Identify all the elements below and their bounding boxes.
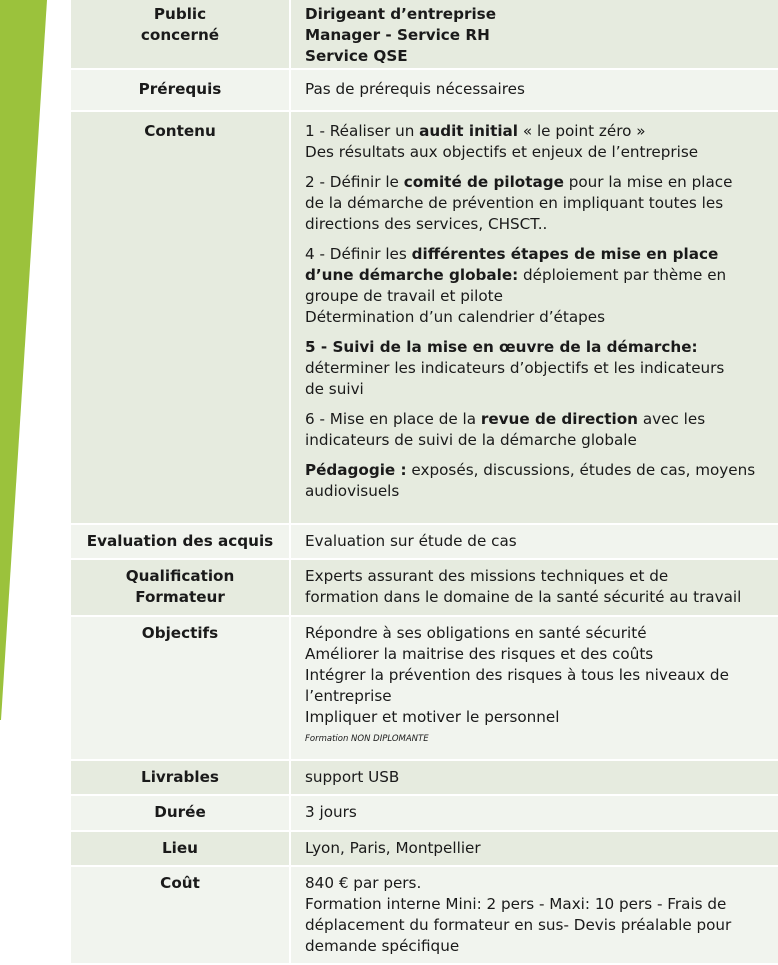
contenu-step-1: 1 - Réaliser un audit initial « le point zéro » Des résultats aux objectifs et enjeux de l’entreprise — [305, 122, 699, 161]
contenu-step-2: 2 - Définir le comité de pilotage pour la mise en place de la démarche de prévention en impliquant toutes les directions des services, CHSCT.. — [305, 173, 733, 233]
value-lieu: Lyon, Paris, Montpellier — [291, 832, 778, 867]
row-lieu — [71, 832, 778, 867]
row-livrables — [71, 761, 778, 796]
label-qualification: Qualification Formateur — [71, 560, 291, 617]
diploma-note: Formation NON DIPLOMANTE — [305, 734, 429, 744]
row-qualification — [71, 560, 778, 617]
row-duree — [71, 796, 778, 832]
label-evaluation: Evaluation des acquis — [71, 525, 291, 560]
training-info-table — [71, 0, 778, 965]
value-qualification: Experts assurant des missions techniques et de formation dans le domaine de la santé sécurité au travail — [291, 560, 778, 617]
label-lieu: Lieu — [71, 832, 291, 867]
label-objectifs: Objectifs — [71, 617, 291, 761]
label-public: Public concerné — [71, 0, 291, 70]
contenu-pedagogie: Pédagogie : exposés, discussions, études de cas, moyens audiovisuels — [305, 461, 756, 500]
value-contenu — [291, 112, 778, 525]
value-duree: 3 jours — [291, 796, 778, 832]
row-public — [71, 0, 778, 70]
label-prerequis: Prérequis — [71, 70, 291, 112]
contenu-step-6: 6 - Mise en place de la revue de direction avec les indicateurs de suivi de la démarche globale — [305, 410, 706, 449]
label-cout: Coût — [71, 867, 291, 965]
contenu-step-5: 5 - Suivi de la mise en œuvre de la démarche: déterminer les indicateurs d’objectifs et les indicateurs de suivi — [305, 338, 725, 398]
row-cout — [71, 867, 778, 965]
label-duree: Durée — [71, 796, 291, 832]
value-evaluation: Evaluation sur étude de cas — [291, 525, 778, 560]
value-public: Dirigeant d’entreprise Manager - Service RH Service QSE — [291, 0, 778, 70]
contenu-step-4: 4 - Définir les différentes étapes de mise en place d’une démarche globale: déploiement par thème en groupe de travail et pilote Détermination d’un calendrier d’étapes — [305, 245, 727, 326]
accent-stripe-shape — [0, 0, 60, 965]
row-contenu — [71, 112, 778, 525]
label-contenu: Contenu — [71, 112, 291, 525]
value-livrables: support USB — [291, 761, 778, 796]
label-livrables: Livrables — [71, 761, 291, 796]
row-prerequis — [71, 70, 778, 112]
value-cout: 840 € par pers. Formation interne Mini: 2 pers - Maxi: 10 pers - Frais de déplacement du formateur en sus- Devis préalable pour demande spécifique — [291, 867, 778, 965]
value-prerequis: Pas de prérequis nécessaires — [291, 70, 778, 112]
row-objectifs — [71, 617, 778, 761]
value-objectifs: Répondre à ses obligations en santé sécurité Améliorer la maitrise des risques et des coûts Intégrer la prévention des risques à tous les niveaux de l’entreprise Impliquer et motiver le personnel Formation NON DIPLOMANTE — [291, 617, 778, 761]
row-evaluation — [71, 525, 778, 560]
